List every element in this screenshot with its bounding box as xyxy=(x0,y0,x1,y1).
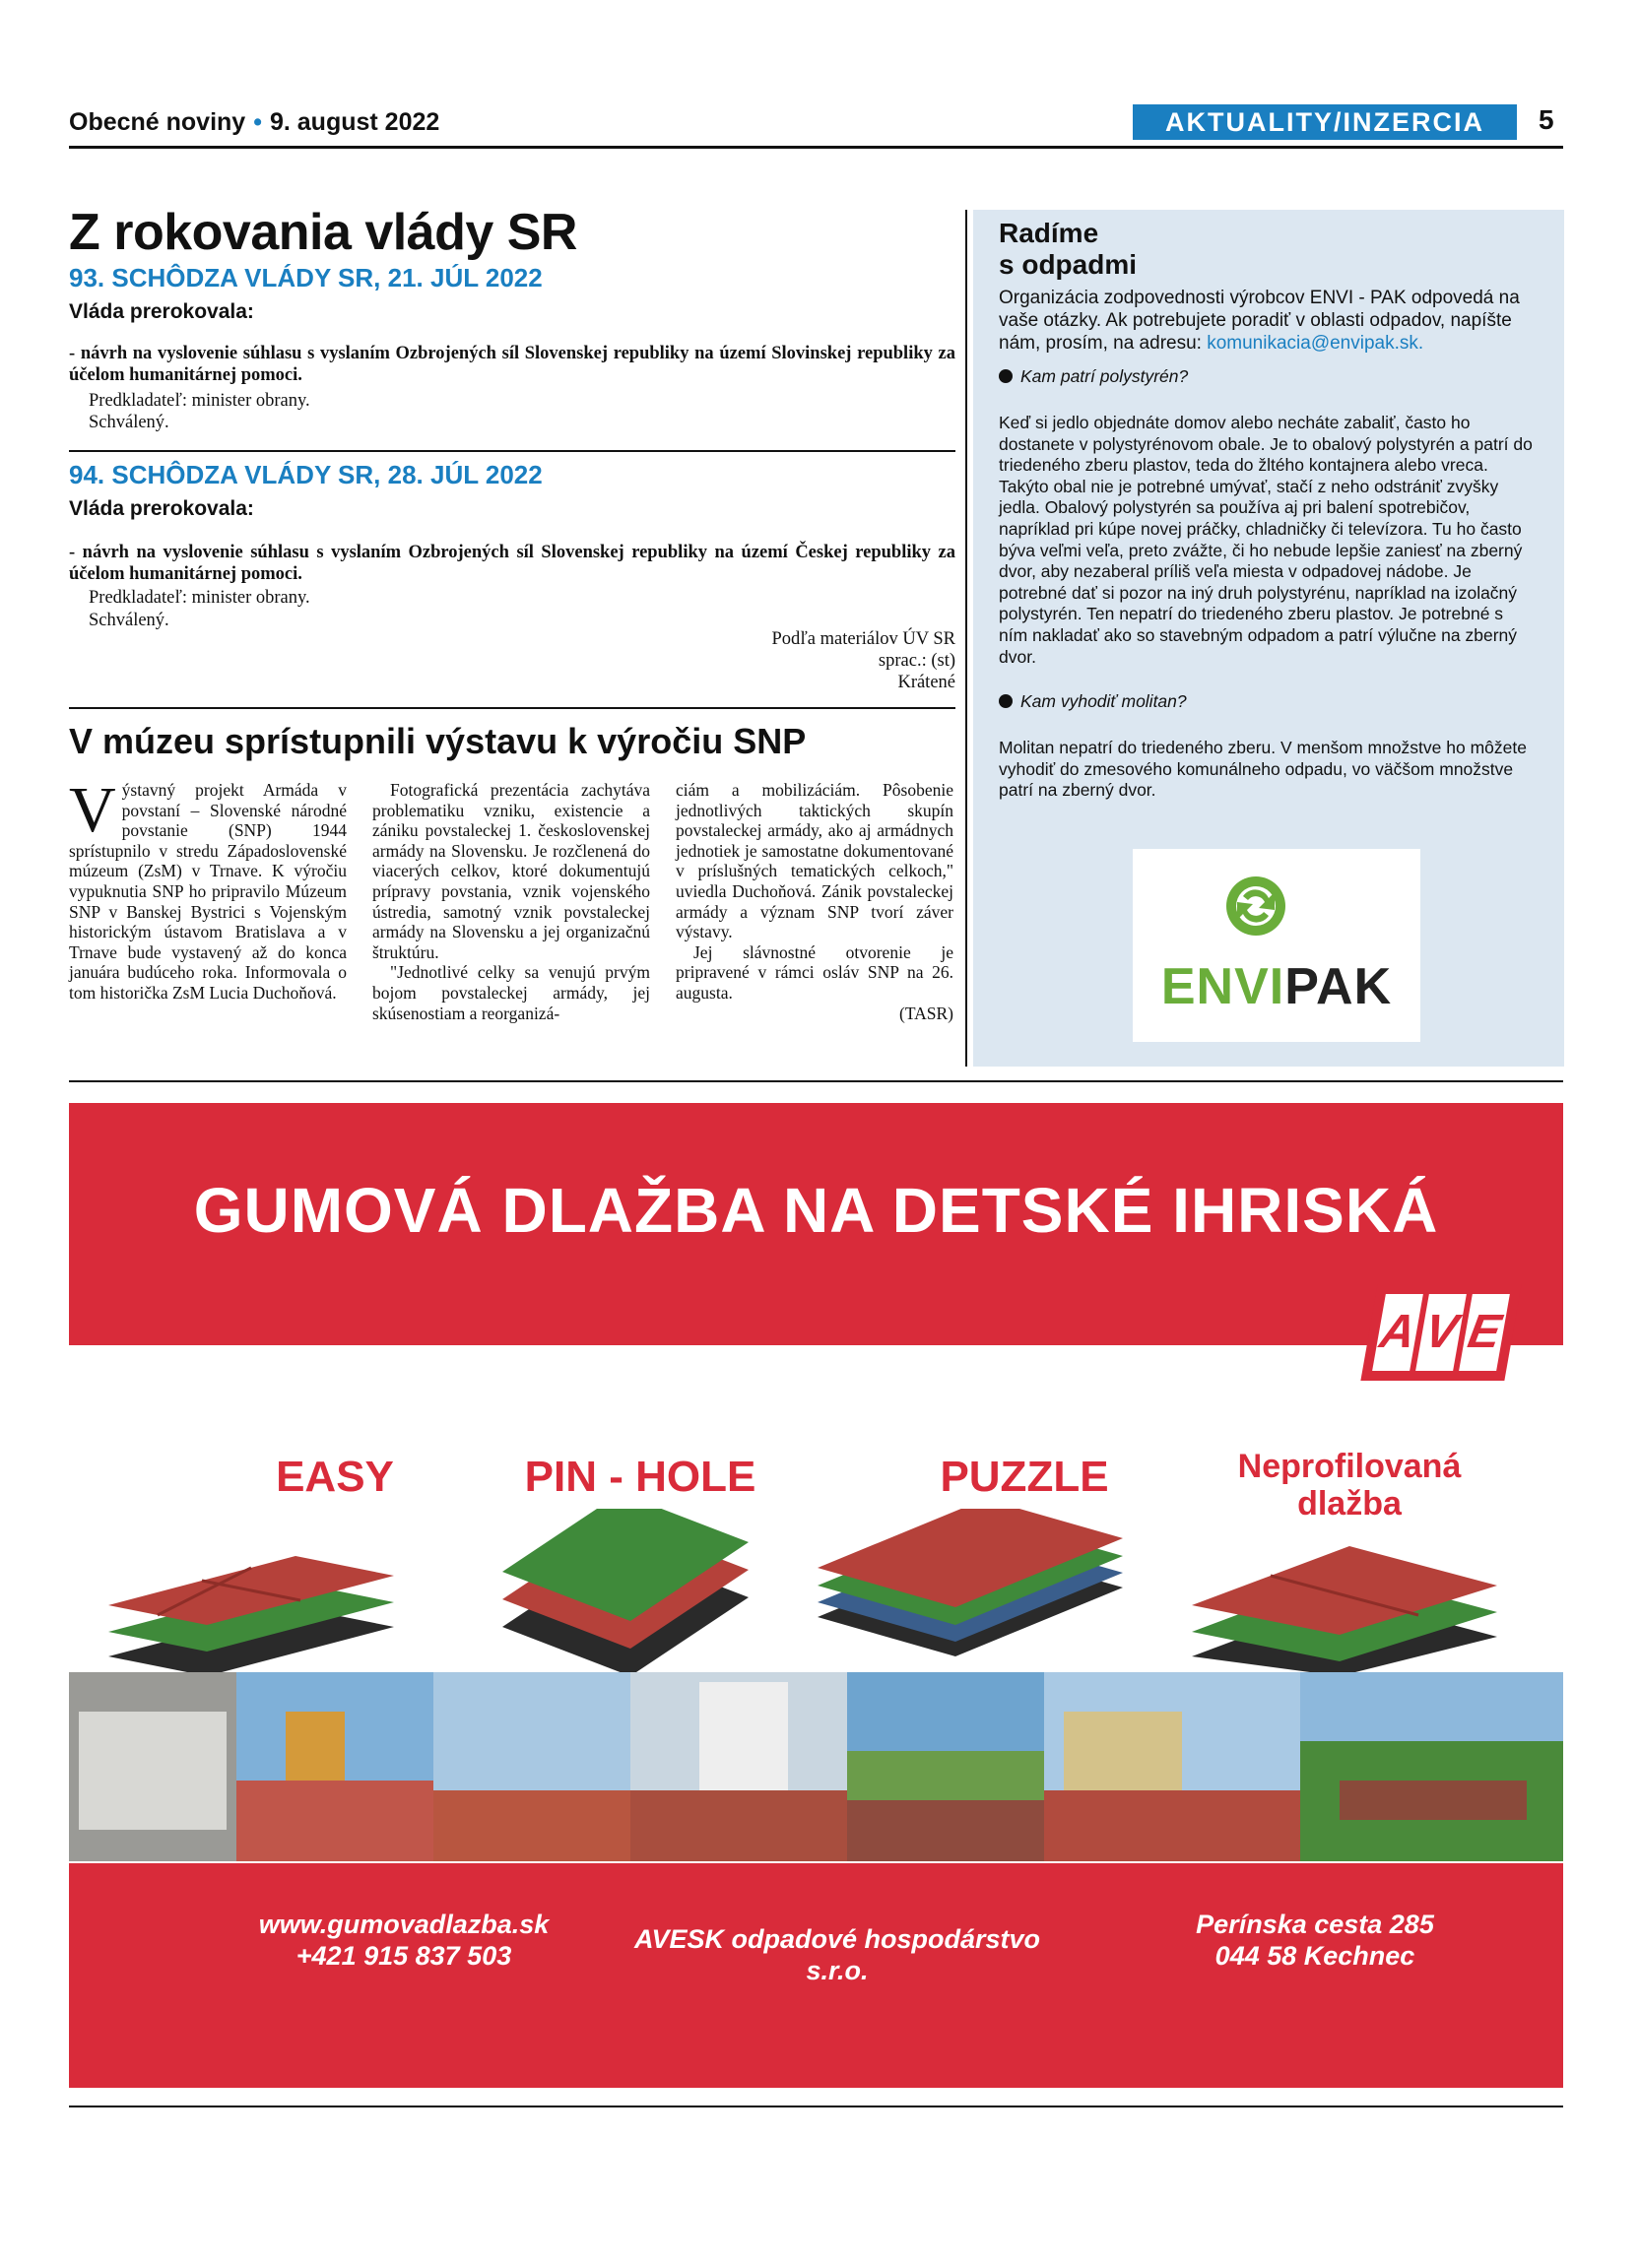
bottom-rule xyxy=(69,2106,1563,2107)
sidebar-intro-text: Organizácia zodpovednosti výrobcov ENVI - PAK odpovedá na vaše otázky. Ak potrebujete poradiť v oblasti odpadov, napíšte nám, prosím, na adresu: xyxy=(999,288,1520,354)
puzzle-tile-stack xyxy=(818,1509,1123,1656)
museum-col-1-text: ýstavný projekt Armáda v povstaní – Slovenské národné povstanie (SNP) 1944 sprístupnilo v stredu Západoslovenské múzeum (ZsM) v Trnave. K výročiu vypuknutia SNP ho pripravilo Múzeum SNP v Banskej Bystrici s Vojenským historickým ústavom Bratislava a v Trnave bude vystavený až do konca januára budúceho roka. Informovala o tom historička ZsM Lucia Duchoňová. xyxy=(69,780,347,1003)
divider xyxy=(69,707,955,709)
ave-logo xyxy=(1360,1284,1521,1381)
ave-logo-e: E xyxy=(1459,1294,1510,1371)
museum-col-3-end: Jej slávnostné otvorenie je pripravené v rámci osláv SNP na 26. augusta. xyxy=(676,941,953,1003)
envipak-logo xyxy=(1133,849,1420,1042)
source-line: sprac.: (st) xyxy=(878,651,955,671)
envipak-wordmark xyxy=(1133,957,1420,1016)
museum-col-2 xyxy=(372,780,650,1023)
product-label: Neprofilovaná dlažba xyxy=(1237,1448,1462,1523)
column-divider xyxy=(965,210,967,1067)
ad-headline: GUMOVÁ DLAŽBA NA DETSKÉ IHRISKÁ xyxy=(193,1175,1439,1246)
header-rule xyxy=(69,146,1563,149)
sidebar-intro xyxy=(999,287,1535,355)
bullet-icon xyxy=(999,694,1013,708)
meeting1-heading: 93. SCHÔDZA VLÁDY SR, 21. JÚL 2022 xyxy=(69,263,543,292)
issue-date: 9. august 2022 xyxy=(269,108,440,136)
bullet-icon xyxy=(999,369,1013,383)
ave-logo-v: V xyxy=(1415,1294,1467,1371)
section-label: AKTUALITY/INZERCIA xyxy=(1133,104,1517,140)
article-title-government: Z rokovania vlády SR xyxy=(69,204,577,261)
drop-cap: V xyxy=(69,774,116,846)
question-2 xyxy=(999,691,1535,712)
sidebar-email-link[interactable]: komunikacia@envipak.sk. xyxy=(1207,333,1424,354)
museum-col-2-text: Fotografická prezentácia zachytáva problematiku vzniku, existencie a zániku povstaleckej 1. československej armády na Slovensku. Je rozčlenená do viacerých celkov, ktoré dokumentujú prípravy povstania, vznik vojenského ústredia, samotný vznik povstaleckej armády na Slovensku a jej organizačnú štruktúru. xyxy=(372,780,650,962)
article-credit: (TASR) xyxy=(899,1003,953,1023)
meeting1-status: Schválený. xyxy=(89,413,169,432)
answer-2: Molitan nepatrí do triedeného zberu. V menšom množstve ho môžete vyhodiť do zmesového komunálneho odpadu, vo väčšom množstve patrí na zberný dvor. xyxy=(999,738,1527,801)
article-title-museum: V múzeu sprístupnili výstavu k výročiu SNP xyxy=(69,721,807,761)
divider xyxy=(69,450,955,452)
ad-address xyxy=(1152,1909,1477,1972)
source-block xyxy=(611,628,955,693)
sidebar-title-line: s odpadmi xyxy=(999,249,1138,280)
sidebar-title-line: Radíme xyxy=(999,218,1099,248)
meeting2-proposer: Predkladateľ: minister obrany. xyxy=(89,588,310,608)
ad-website[interactable]: www.gumovadlazba.sk xyxy=(258,1910,550,1939)
meeting2-label: Vláda prerokovala: xyxy=(69,497,254,520)
advertisement[interactable] xyxy=(69,1103,1563,2088)
museum-col-3 xyxy=(676,780,953,1023)
header-publication xyxy=(69,108,439,137)
easy-tile-stack xyxy=(108,1556,394,1676)
ave-logo-a: A xyxy=(1372,1294,1423,1371)
meeting1-proposer: Predkladateľ: minister obrany. xyxy=(89,391,310,411)
pin-hole-tile-stack xyxy=(502,1509,749,1676)
meeting1-item: - návrh na vyslovenie súhlasu s vyslaním Ozbrojených síl Slovenskej republiky na území Slovinskej republiky za účelom humanitárnej pomoci. xyxy=(69,344,955,385)
product-label: PUZZLE xyxy=(940,1453,1109,1501)
meeting2-status: Schválený. xyxy=(89,611,169,630)
rubber-tile-illustrations xyxy=(69,1509,1563,1676)
answer-1: Keď si jedlo objednáte domov alebo necháte zabaliť, často ho dostanete v polystyrénovom obale. Je to obalový polystyrén a patrí do triedeného zberu plastov, teda do žltého kontajnera alebo vreca. Takýto obal nie je potrebné umývať, stačí z neho odstrániť zvyšky jedla. Obalový polystyrén sa používa aj pri balení spotrebičov, napríklad pri kúpe novej práčky, chladničky či televízora. Tu ho často býva veľmi veľa, preto zvážte, či ho nebude lepšie zaniesť na zberný dvor, aby nezaberal príliš veľa miesta v odpadovej nádobe. Je potrebné dať si pozor na iný druh polystyrénu, napríklad na izolačný polystyrén. Ten nepatrí do triedeného zberu plastov. Je potrebné s ním nakladať ako so stavebným odpadom a patrí výlučne na zberný dvor. xyxy=(999,413,1533,667)
museum-col-2-quote: "Jednotlivé celky sa venujú prvým bojom povstaleckej armády, jej skúsenostiam a reorganizá- xyxy=(372,962,650,1023)
meeting2-item: - návrh na vyslovenie súhlasu s vyslaním Ozbrojených síl Slovenskej republiky na území Českej republiky za účelom humanitárnej pomoci. xyxy=(69,543,955,584)
meeting2-heading: 94. SCHÔDZA VLÁDY SR, 28. JÚL 2022 xyxy=(69,460,543,489)
product-label: EASY xyxy=(276,1453,394,1501)
playground-photo-strip xyxy=(69,1672,1563,1861)
source-line: Krátené xyxy=(897,673,955,692)
ad-web-contact xyxy=(246,1909,561,1972)
question-1-text: Kam patrí polystyrén? xyxy=(1020,366,1189,386)
publication-name: Obecné noviny xyxy=(69,108,246,136)
question-1 xyxy=(999,366,1535,387)
ad-company: AVESK odpadové hospodárstvo s.r.o. xyxy=(633,1924,1041,1985)
museum-col-1 xyxy=(69,774,347,1004)
museum-col-3-text: ciám a mobilizáciám. Pôsobenie jednotlivých taktických skupín povstaleckej armády, ako aj armádnych jednotiek je samostatne dokumentované v príslušných tematických celkoch," uviedla Duchoňová. Zánik povstaleckej armády a význam SNP tvorí záver výstavy. xyxy=(676,780,953,942)
sidebar-title xyxy=(999,218,1535,281)
page-number: 5 xyxy=(1539,104,1554,135)
ad-street: Perínska cesta 285 xyxy=(1196,1910,1434,1939)
question-2-text: Kam vyhodiť molitan? xyxy=(1020,691,1187,712)
meeting1-label: Vláda prerokovala: xyxy=(69,300,254,323)
product-label: PIN - HOLE xyxy=(524,1453,756,1501)
wordmark-pak: PAK xyxy=(1284,958,1393,1015)
flat-tile-stack xyxy=(1192,1546,1497,1676)
wordmark-envi: ENVI xyxy=(1160,958,1285,1015)
ad-city: 044 58 Kechnec xyxy=(1214,1941,1415,1971)
separator-dot: • xyxy=(253,108,262,136)
ad-phone[interactable]: +421 915 837 503 xyxy=(295,1941,512,1971)
source-line: Podľa materiálov ÚV SR xyxy=(771,629,955,649)
section-rule xyxy=(69,1080,1563,1082)
